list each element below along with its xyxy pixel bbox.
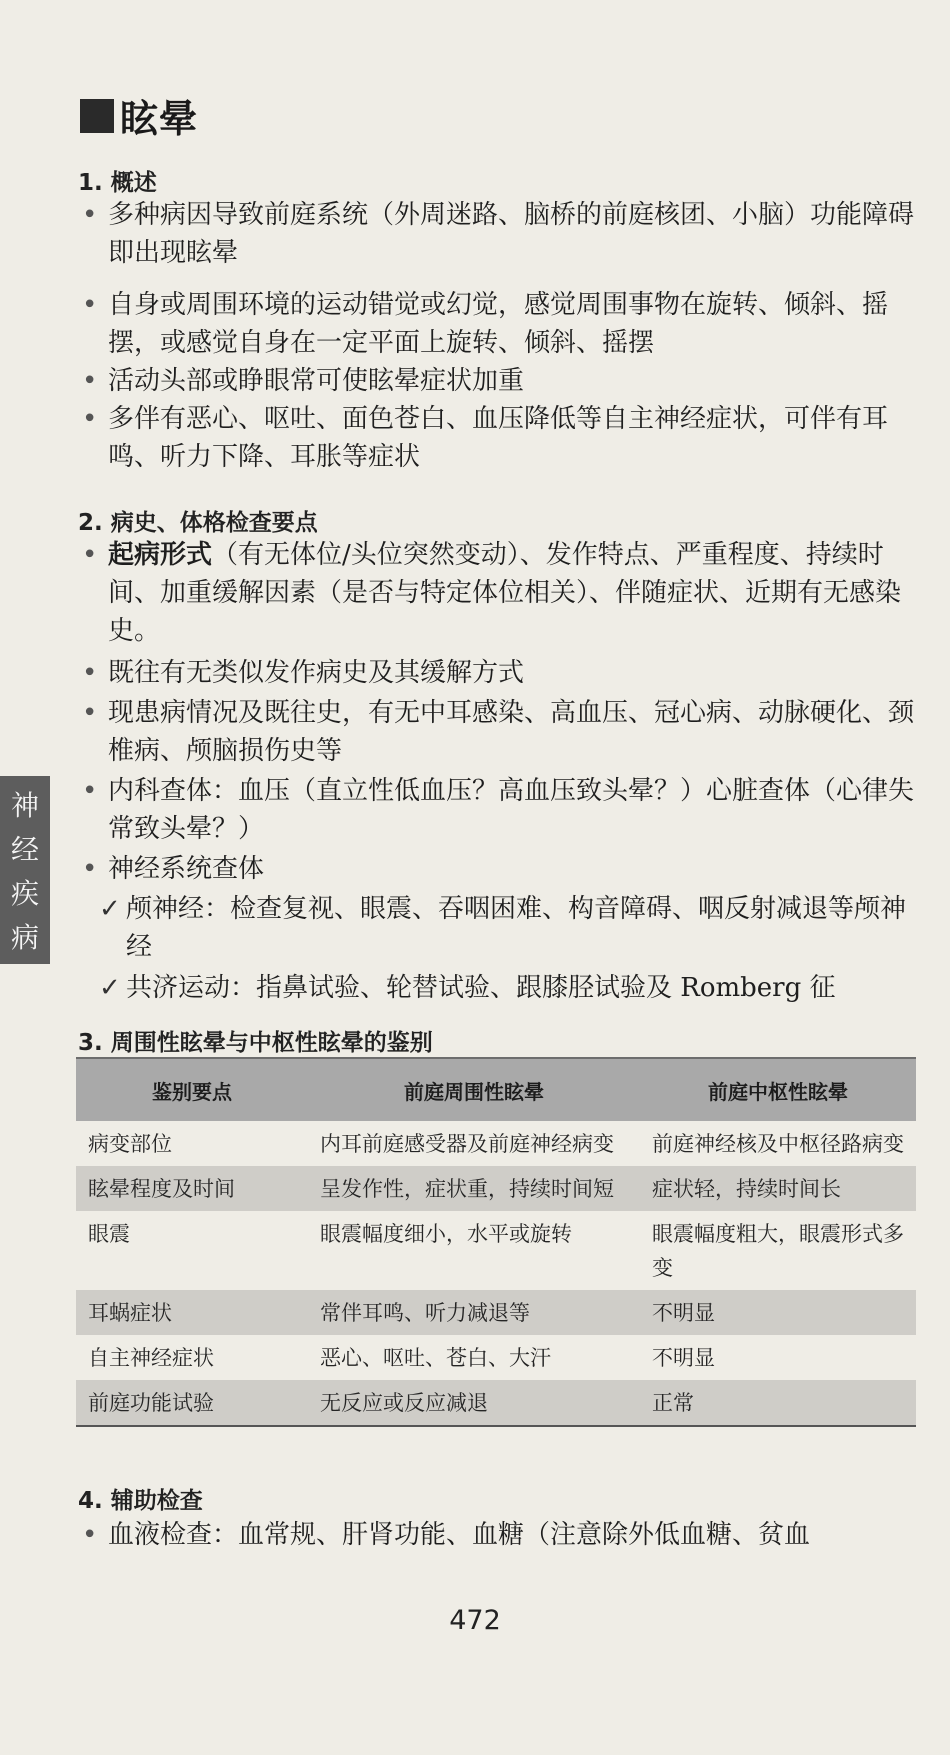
- check-item: [82, 890, 922, 966]
- table-cell: 病变部位: [88, 1132, 172, 1156]
- table-cell: 前庭神经核及中枢径路病变: [652, 1132, 904, 1156]
- bullet-marker: •: [82, 200, 98, 230]
- table-row: [76, 1121, 916, 1166]
- check-item-text: 颅神经：检查复视、眼震、吞咽困难、构音障碍、咽反射减退等颅神经: [126, 894, 907, 962]
- table-row: [76, 1211, 916, 1290]
- list-item-text: 多种病因导致前庭系统（外周迷路、脑桥的前庭核团、小脑）功能障碍即出现眩晕: [108, 200, 915, 268]
- list-item: [82, 536, 922, 650]
- bullet-marker: •: [82, 1520, 98, 1550]
- table-cell: 眩晕程度及时间: [76, 1166, 308, 1211]
- side-tab-char: 病: [10, 921, 39, 954]
- table-cell: 恶心、呕吐、苍白、大汗: [320, 1346, 551, 1370]
- table-cell: 耳蜗症状: [76, 1290, 308, 1335]
- heading-ancillary-tests: 4. 辅助检查: [78, 1488, 203, 1514]
- list-item-text: 既往有无类似发作病史及其缓解方式: [108, 658, 525, 688]
- table-cell: 内耳前庭感受器及前庭神经病变: [320, 1132, 614, 1156]
- table-header-cell: 前庭中枢性眩晕: [640, 1058, 916, 1121]
- check-item-text: 共济运动：指鼻试验、轮替试验、跟膝胫试验及 Romberg 征: [126, 973, 836, 1003]
- list-item: [82, 772, 922, 848]
- list-item: [82, 1516, 922, 1554]
- bullet-marker: •: [82, 290, 98, 320]
- list-item-rest: （有无体位/头位突然变动）、发作特点、严重程度、持续时间、加重缓解因素（是否与特定体位相关）、伴随症状、近期有无感染史。: [108, 540, 902, 646]
- side-tab-char: 经: [10, 833, 39, 866]
- list-item: [82, 654, 922, 692]
- list-item-text: 自身或周围环境的运动错觉或幻觉，感觉周围事物在旋转、倾斜、摇摆，或感觉自身在一定平面上旋转、倾斜、摇摆: [108, 290, 889, 358]
- bold-term: 起病形式: [108, 540, 213, 570]
- heading-history-exam: 2. 病史、体格检查要点: [78, 510, 318, 536]
- table-cell: 无反应或反应减退: [308, 1380, 640, 1426]
- check-item: [82, 969, 922, 1007]
- table-header-cell: 前庭周围性眩晕: [308, 1058, 640, 1121]
- list-item-text: 现患病情况及既往史，有无中耳感染、高血压、冠心病、动脉硬化、颈椎病、颅脑损伤史等: [108, 698, 915, 766]
- list-item-text: 血液检查：血常规、肝肾功能、血糖（注意除外低血糖、贫血: [108, 1520, 811, 1550]
- list-item-text: 多伴有恶心、呕吐、面色苍白、血压降低等自主神经症状，可伴有耳鸣、听力下降、耳胀等症状: [108, 404, 889, 472]
- list-item-text: 活动头部或睁眼常可使眩晕症状加重: [108, 366, 525, 396]
- bullet-marker: •: [82, 698, 98, 728]
- table-row: [76, 1166, 916, 1211]
- table-cell: 正常: [640, 1380, 916, 1426]
- bullet-marker: •: [82, 540, 98, 570]
- table-cell: 常伴耳鸣、听力减退等: [308, 1290, 640, 1335]
- table-cell: 不明显: [640, 1290, 916, 1335]
- title-square-marker: [80, 99, 114, 133]
- check-icon: ✓: [99, 894, 121, 924]
- list-item: [82, 400, 922, 476]
- list-item: [82, 286, 922, 362]
- heading-overview: 1. 概述: [78, 170, 157, 196]
- table-row: [76, 1380, 916, 1426]
- bullet-marker: •: [82, 854, 98, 884]
- table-cell: 不明显: [652, 1346, 715, 1370]
- table-cell: 自主神经症状: [88, 1346, 214, 1370]
- title-text: 眩晕: [120, 97, 199, 141]
- table-cell: 前庭功能试验: [76, 1380, 308, 1426]
- table-header-cell: 鉴别要点: [76, 1058, 308, 1121]
- bullet-marker: •: [82, 366, 98, 396]
- list-item: [82, 694, 922, 770]
- list-item-text: [108, 536, 922, 650]
- bullet-marker: •: [82, 658, 98, 688]
- table-cell: 眼震幅度粗大，眼震形式多变: [652, 1222, 904, 1280]
- check-icon: ✓: [99, 973, 121, 1003]
- list-item-text: 神经系统查体: [108, 854, 265, 884]
- table-cell: 眼震幅度细小，水平或旋转: [320, 1222, 572, 1246]
- chapter-side-tab: [0, 776, 50, 964]
- list-item: [82, 850, 922, 888]
- side-tab-char: 疾: [10, 877, 39, 910]
- heading-differential: 3. 周围性眩晕与中枢性眩晕的鉴别: [78, 1030, 433, 1056]
- side-tab-char: 神: [10, 789, 39, 822]
- table-row: [76, 1335, 916, 1380]
- list-item: [82, 362, 922, 400]
- section-title: [80, 88, 198, 143]
- table-header-row: [76, 1058, 916, 1121]
- bullet-marker: •: [82, 404, 98, 434]
- table-row: [76, 1290, 916, 1335]
- table-cell: 呈发作性，症状重，持续时间短: [308, 1166, 640, 1211]
- bullet-marker: •: [82, 776, 98, 806]
- table-cell: 症状轻，持续时间长: [640, 1166, 916, 1211]
- list-item-text: 内科查体：血压（直立性低血压？高血压致头晕？）心脏查体（心律失常致头晕？）: [108, 776, 915, 844]
- differential-table: [76, 1057, 916, 1427]
- page-number: 472: [449, 1605, 501, 1636]
- list-item: [82, 196, 922, 272]
- table-cell: 眼震: [88, 1222, 130, 1246]
